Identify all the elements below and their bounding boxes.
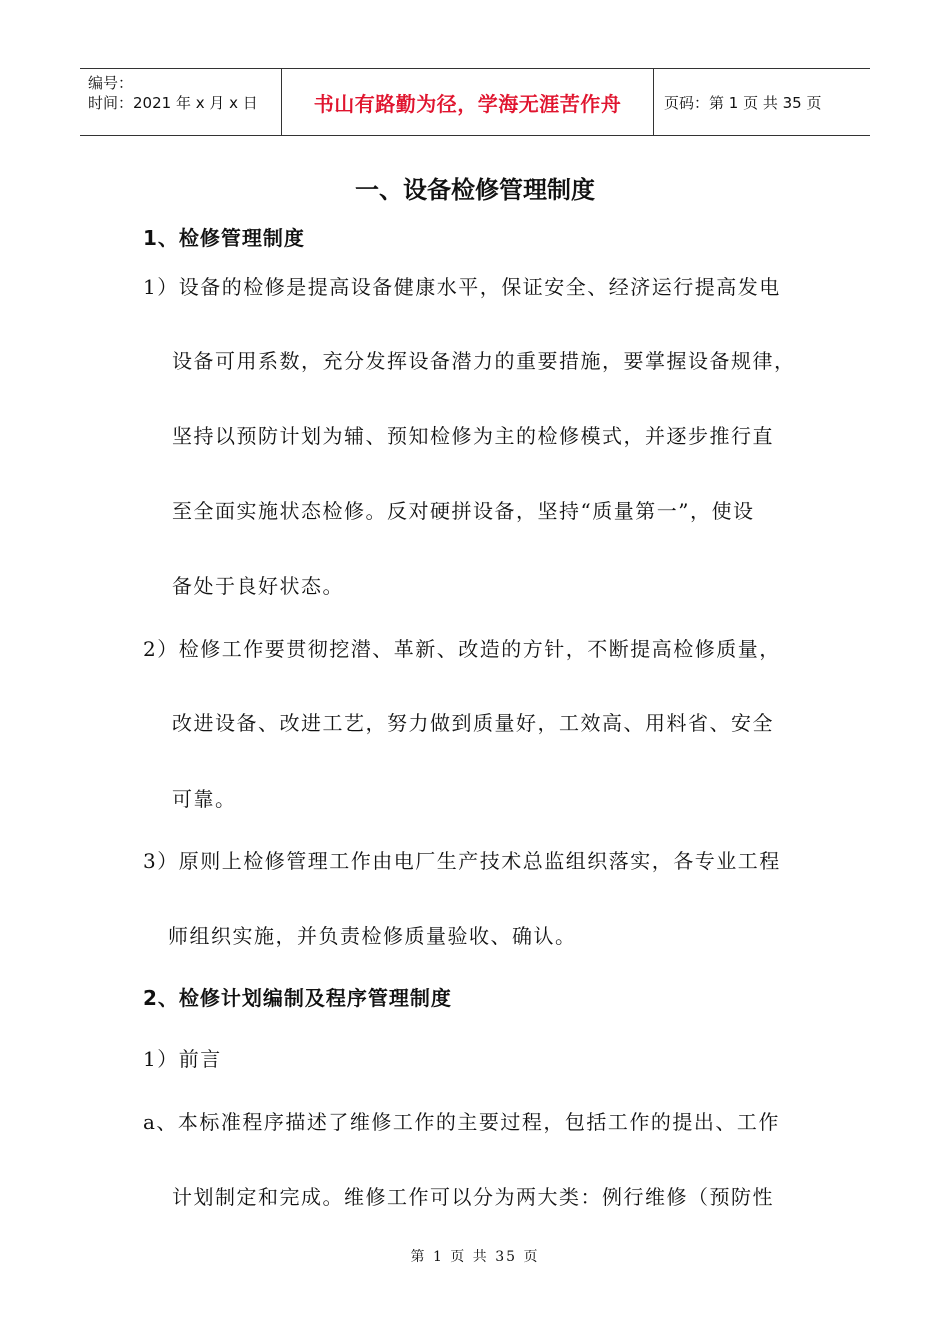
paragraph-line: 坚持以预防计划为辅、预知检修为主的检修模式，并逐步推行直 (172, 424, 774, 448)
paragraph-line: 计划制定和完成。维修工作可以分为两大类：例行维修（预防性 (172, 1185, 774, 1209)
document-number-label: 编号： (88, 74, 134, 92)
header-motto: 书山有路勤为径，学海无涯苦作舟 (282, 69, 654, 135)
paragraph-line: a、本标准程序描述了维修工作的主要过程，包括工作的提出、工作 (143, 1110, 780, 1134)
paragraph-line: 改进设备、改进工艺，努力做到质量好，工效高、用料省、安全 (172, 711, 774, 735)
header-meta (80, 69, 282, 135)
paragraph-line: 师组织实施，并负责检修质量验收、确认。 (168, 924, 577, 948)
paragraph-line: 设备可用系数，充分发挥设备潜力的重要措施，要掌握设备规律， (172, 349, 796, 373)
document-date: 时间：2021 年 x 月 x 日 (88, 94, 258, 112)
page-footer: 第 1 页 共 35 页 (410, 1249, 540, 1265)
document-title: 一、设备检修管理制度 (355, 176, 595, 204)
document-header (80, 68, 870, 136)
paragraph-line: 至全面实施状态检修。反对硬拼设备，坚持“质量第一”，使设 (172, 499, 755, 523)
section-heading: 1、检修管理制度 (143, 226, 305, 250)
paragraph-line: 1）前言 (143, 1047, 222, 1071)
paragraph-line: 3）原则上检修管理工作由电厂生产技术总监组织落实，各专业工程 (143, 849, 781, 873)
header-page-info: 页码：第 1 页 共 35 页 (664, 93, 822, 112)
paragraph-line: 1）设备的检修是提高设备健康水平，保证安全、经济运行提高发电 (143, 275, 781, 299)
paragraph-line: 可靠。 (172, 787, 237, 811)
paragraph-line: 备处于良好状态。 (172, 574, 344, 598)
paragraph-line: 2）检修工作要贯彻挖潜、革新、改造的方针，不断提高检修质量， (143, 637, 781, 661)
section-heading: 2、检修计划编制及程序管理制度 (143, 986, 452, 1010)
